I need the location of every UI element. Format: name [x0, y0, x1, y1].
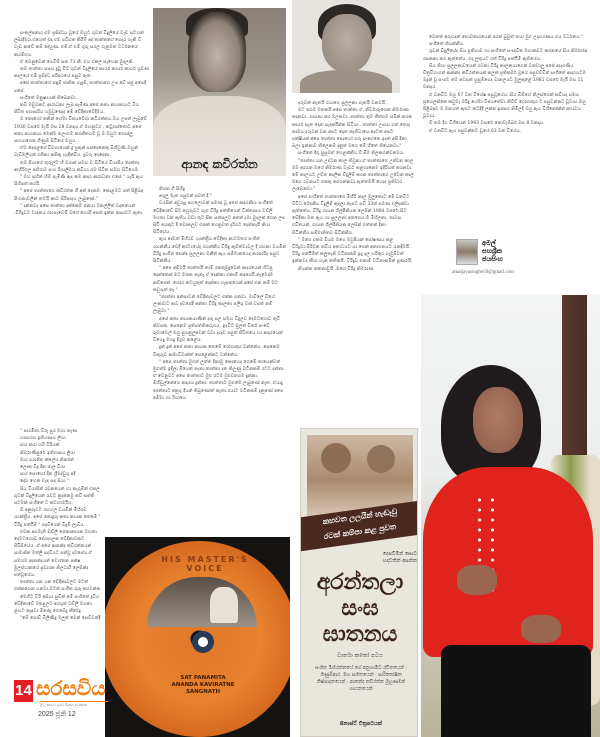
- paragraph: ගුවන් විදුලියේද සිය ප්‍රතිභාව හා සංගීතේ සංඥවීන මහාකවට කරනයේ සිය නිර්මාණ රසකතා කර ඇත්තේය. එදා ලුතුයට රත් විරිදු පත්ථිම් ඇතියේය.: [423, 49, 588, 62]
- record-brand: HIS MASTER'S VOICE: [161, 555, 249, 573]
- photo-ananda-kaviratne: [153, 8, 286, 176]
- author-avatar: [456, 239, 478, 265]
- paragraph: " අපේ තාත්තාගෙ කවිරත්න ගී අත් දෙකම. කොළඹට පත් පිළිබඳ පිංගනාවලින් තමයි කාට සිරිපාදය ලැබුණේ.": [14, 189, 144, 202]
- paragraph: දුන් දුන් අපේ කතා නායක තෙමේ රෝගාතුර වන්නේය. සෙනෙම විකුරුව ආමාධීවාක්ත් පෙළෙන්නට වන්නේය.: [153, 345, 280, 358]
- col1-lower-body: [14, 428, 102, 622]
- poster-genre: වාර්තා කතෝ පටය: [337, 653, 383, 659]
- hand-shape: [457, 565, 497, 595]
- paragraph: ඕ තම දිග විශියෙන් 1993 වසරේ නොවැම්බර් මස 8 වනදාය.: [429, 121, 545, 127]
- article-column-1-lower: [14, 428, 102, 680]
- publication-date: 2025 ජූනි 12: [38, 711, 76, 718]
- paragraph: මාර පරාජිත ක්ලේශ නිර්නන්: [20, 457, 74, 463]
- paragraph: " පාරමිතා වීරු සුර මහා නැණ: [20, 429, 78, 434]
- photo-hema-vijayawardhana: [292, 0, 400, 93]
- paragraph: තියන ගී සිහිදු: [159, 187, 185, 192]
- col2-body: [153, 186, 286, 402]
- record-spindle-hole: [192, 631, 214, 653]
- paragraph: මෙහිට වීරි අසියා සුවින් මේ සංගීතේ ද්‍රවිය වේදිකාවේ මතපුලට අරගුත් වඩ්ලී මහතා ළඟට කැඳවා මීපේදු ගෙබේදු කීරේදු .: [14, 594, 100, 615]
- page-number: 14: [14, 680, 33, 702]
- paragraph: මට තරම මතනයි.අපෙ තාත්තා ඒ, නිර්වාරුගෙන නිර්මාණ කදනවා..ගායනා කර මලනවා..තාත්තා තුම තීත්ගම සමින් කරන කාර්ය සැත දොත සැදර්කීන්න සිටියා.. තාත්තා උපයා ගත් තොද නාමය දරුවන් වන අපට දොත නැතිවායෙ.අදටත් අපට පක්ෂියන්.අපෙ තාත්තා පොහෝ ගරු සංගෙනෙ ඉදත් අපි දිනා බලා ඉන්නාව තිලෙනම් දැනුත් මගෙ මේ හිතේ තියෙනවා.": [292, 108, 412, 150]
- photo-film-poster: [300, 428, 418, 737]
- paragraph: අපේ සංගීතේ තාත්තාගෙ මිහිරි කාල මුලුකොට මේ වනවිට විවිධ මෙදනීය විදුලිම් ඇදලා නැපට සවි 33ත් පමණ එලිදක්වා ඇත්තේය. විරිදු ගායන ශිල්පීනියක ලෙසින් 1984 වසරේ සිට වේදිකා මත ඇය හා සුලලනා අතගෙය.ඕ මිහිලකා, තාවස එවිතයන්, ගායන ශිල්පීනියක ලෙසින් ගත්තක් දිනා සිටින්නීය.සම්මානිතව සිටින්නීය.: [292, 194, 410, 236]
- paragraph: නිර්වාණිපුරේ ඉතිහාසය ලියා: [20, 450, 76, 456]
- paragraph: ඕ අනුරුවට රඟහල වයමින් මිහිරව ශ්‍යන්ත්‍රීය. අපේ නොදුරු කතා නායක තෙමේ " විරිදු පත්ථිම් " පදවියෙන් විදුමි ලැබීය.: [14, 508, 101, 528]
- face-shape: [473, 387, 523, 453]
- red-blouse: [423, 467, 593, 657]
- publication-logo: සරසවිය: [36, 676, 106, 700]
- nipper-dog-icon: [210, 587, 238, 623]
- paragraph: හාසාරය ඉතිහාසය ලියා: [20, 436, 66, 442]
- paragraph: සිය තියා සුලලනාවයෙන් රචනා විරිදු කාලනයාගෙන් වනවාලු අපේ ආදරණීය චිත්‍රවිහංගන් ආනන්ද කවිරත්නයන් කලුක් ප්‍රතිකර්ම වූයේ පසුවච්චිත් සංගීතේ ආදරයටම ඔදුන් වූ සංගම තම අවසන් හුසුම්ගෙද වානලයට මුලුකුළේ 1981 වසරේ මැයි මස 11 වනදාය.: [423, 63, 586, 91]
- poster-banner-line1: කහවත ලලයින් හැඬෑවු: [322, 506, 398, 527]
- publication-tagline: ශ්‍රී ලංකාවේ ප්‍රථම සිනමා පුවත්පත: [40, 701, 108, 707]
- author-name-line1: අමල්: [482, 239, 496, 247]
- paragraph: ලොක විදු දීන ජාල වීයා: [20, 465, 66, 471]
- paragraph: කවි මඩුවකට ආරාධනා ලැබ පැමිණ අපේ කතා නායකයාට විය ජීවිත පහසාරිය හමුවුණෙද මේ වේදිකාවේදීමය.: [14, 103, 139, 116]
- author-name-line3: ජයසිංහ: [482, 255, 503, 263]
- poster-title-line2: සංඝ: [341, 595, 379, 621]
- paragraph: අපේ කතා නායකයාණින් දරු පල සමඟ විදුලව දෙමටගොඩ තුටි නිවසක, සෙනෙම ප්‍රතිපත්තිකරුගය. ඉදවිට මුලත් වීර්ත් සංවේ රූවාවෙල් ඔහු සුගනුලුවෙන් වඩා දැරුව පසුත් ජීවිතයෙ හා ආදරයෙන් විශෙදු මහදු දිගුව කළේය.: [153, 316, 283, 344]
- poster-title-line1: අරන්තලා: [316, 569, 404, 595]
- paragraph: ඇය අද්වත් මිහිරව ශ්‍යන්ත්‍රීය.වේදිකා නාටමයේ සංගීත් රඟන්නීය.වෙදි නාට්‍යයේද රඟන්නීය.විරිඳු ඇඩ්ත්වාවල දී රඟනා වයමින් විරිදු සංගීත සෙන්ද සුලලනා මනීත් ඇය සම්මානයෙද කරපාරිද පසුව සිටින්නීය.: [153, 237, 286, 265]
- paragraph: එවක අගමැති ඩඩ්ලි සේනානායක මහතා දෙමටගොඩ දේශපාලන වේදිකාවකට පිවිසියේය. ඒ අපේ ආනන්ද කවිරත්නයන් සාමාජික මත්ලි පදවියට පත්වූ දවසේය.ඒ සමහම ආනන්දයන් ව්‍යෝතන පක්ෂ මුලස්ථානයේ ප්‍රචාරක නිලධාරී ලෙසින්ද පත්වූයේය.: [14, 529, 97, 579]
- paragraph: " දන්නවද.අපෙ තාත්තා දක්කෙම ජනයා මනල්ලිත් වදනයෙන් .විරිදුවට වාදනය රඟපෑවෙම් වගේ හොරි අපත් ඉන්න ආසාවට ඇතා.: [14, 203, 144, 217]
- paragraph: " මගෙ එකම වියම මගෙ මවුපියන් පෝෂණය කළ විරිදුවා.මිරිවන කවිය අතාධයට යා ගෙන් අනාගතයට රැකදීමයි. විරිදු පත්ථිම්ත් කලූතැනි වටිනාකම් ඉදු දල හරිතුර ගැමුමීවන් ඉන්නවද කීයා හැන කතිනයි..විරිදුව එකාම් වටිනාකමින් පූර්ණයි.: [292, 237, 413, 265]
- paragraph: ඔ නොහෝ තනින් හේමා විජයවේරා කවිරත්නය.ඔය උපත් ලැබුවේ 1930 වසරේ මැයි මස 28 වනදාය.ඒ මහනුවර , කටුගස්තොට.අපේ කතා නායකයා මෙන්ම තලාගම කරනීතයම වූ ඔ ඔහුට ගොස්ලූ සහයාගෙන ගිණුම සිටියේ ඔහුය.: [14, 117, 148, 145]
- record-artist: ANANDA KAVIRATNE: [171, 682, 235, 688]
- paragraph: වෙතත් අරුහදත් අභාවකාරයෙන් අරන් බුවුත් තයා මුළු උදාහරණය.එය වර්ධනය.": [429, 35, 584, 40]
- article-column-3: [292, 100, 414, 420]
- paragraph: ඒ වනවිට ඔහු 67 වන විශේෂ පසුවූයේය..සිය බිම්හේ නිලස්ගෙන් කවියද සමඟ ප්‍රහෙලක්කෙ කවුමැ ඔරිදු හේමා විජයතේවා නිට්ඩ් රෝගාතුර ට පසුවන්නට වූවාය.ඔහු පිළිබඳව ඔ මනයත් ඇසට කටදිදී ලක්න ඉස්සර නිමිලදී ඔහු ඇය විශිනෝක්ත් අභාවය වූවාය.: [423, 92, 586, 120]
- paragraph: සංගීතේ මනුෂ්‍යයක් තිබෙනවා.: [20, 95, 78, 101]
- face-shape: [188, 12, 246, 92]
- paragraph: තම තාත්තා පාදය දුටු විට ගුවන් විදුලියේ කාර්ය කාර්ය කාර්ය ශ්‍රවණ කාලයේ එම් ප්‍රසිද්ධ පරිසරයේ පසුව ඇත.: [14, 67, 150, 80]
- background-pole: [562, 295, 587, 465]
- poster-title-line3: ඝාතනය: [322, 621, 398, 647]
- author-byline: [452, 239, 596, 284]
- col1-body: [14, 30, 150, 217]
- paragraph: "මේ පොඩි බිලිණිදු මලුත් මෙන් සෙව්වන්දී: [20, 616, 101, 622]
- poster-title: [305, 569, 415, 647]
- hand-shape: [521, 615, 561, 643]
- paragraph: දෝශ හෙන වැඳ සඳ සියා ": [20, 479, 70, 485]
- paragraph: සංගීතේ කියන්නීය.: [429, 42, 465, 48]
- record-title: SAT PANAMITA: [180, 675, 226, 681]
- article-column-4: [423, 34, 595, 234]
- record-line3: SANGNATH: [185, 689, 221, 695]
- poster-banner-line2: රටක් කම්පා කළ පුවත: [323, 521, 397, 542]
- poster-figure-1: [321, 443, 351, 473]
- record-label-text: [153, 675, 253, 696]
- article-column-1: [14, 30, 150, 428]
- paragraph: "තාත්තා අන්සාවන් වේදිකාවලට එන්න ගනවා. මාවිලේ විශේ ලංකාවට ආව දවසේදී අන්තා විරිදු කාලතා පලිගු වක් වසත් නම් ලැබුවා.": [153, 295, 275, 315]
- paragraph: නියන්න කතනාවුයි..මගේ විරිදු නිර්මාණ: [298, 266, 374, 272]
- article-column-2: [153, 186, 286, 531]
- paragraph: " අපෙ තාත්තා මුළුත් ලුත්ත දිනාමු කොහෙද ගෙමේ.තායෙන්වත් මුළුත්ම ඉදිලා මියෙන් නැතා.තාත්තා දත කිලුණු වටිනකම් රටට දන්නා. ඒ වෙනුවට අපෙ තාත්තාට මුළු රටම මුළුවනගම දුන්නා. ම්හිඩුල්නේගෙ ආදරය දුන්නා. තාත්තාට මුළුත්ම ලැබුණේ නැත. ඒයාදු තාත්තාට අනුගු දියත් තිබුණෝත් නැතා.රයාට වටිනකම් දැනුණේ අපෙ අම්මා හා රියායෙ: [153, 359, 285, 401]
- paragraph: සාර සොහෝ දින ශ්‍රීමද්වුශු අදී: [20, 472, 76, 478]
- poster-sub-line1: දෙසවිමින් සොට: [382, 551, 417, 557]
- paragraph: සිය වියාපින් රචනයෙන් හා නැගුමින් එකල ගුවන් විදුලියෙන් රැවට නුදනෙමු කවි සත්ති සටමන් සංගීතේ ට කටහාර්මිය.: [14, 486, 100, 507]
- face-shape: [322, 14, 372, 72]
- paragraph: දරුවන් නැතයි රයාගෙ සුලලනා ගැතයි වනවයි.: [298, 101, 387, 106]
- paragraph: පාර කරා හරි විරියක්: [20, 443, 60, 449]
- photo-caption: ආනඳ කවිරත්න: [153, 152, 286, 176]
- paragraph: සංගීතේ දිගු සුසුමත් හෙළන්නීය.ඕ මිම නිලනගන්වනමය.: [298, 151, 405, 157]
- author-name: [482, 239, 503, 263]
- paragraph: " මහ සහින් හිම් පැමිණී ඇද කම ආදර ආරාධනා එසේ." යැයි ඇය සිහිපත් කරයි.: [14, 175, 144, 188]
- author-email[interactable]: amaljayasinghe59@gmail.com: [452, 270, 514, 275]
- paragraph: වයසින් අවුරුදු පහලොවක් පමණ වූ අපේ ආදරණීය සංගීතේ වේදිකාවේ සිට අහුරුවට ගැළු විරිදු පත්තියෙන් වින්තාසය වඩ්ලී මහතා වන ඇතිය වඩා තුට පින සත්සලුට අතක් දමා මුදලක් ගෙන ලප සිටි අයකුට දී වොකලුව එකක් හෙනුවන් දැරිගට දෙන්නැයි කියා සිටියේය.: [153, 201, 285, 236]
- body-shape: [300, 70, 392, 93]
- paragraph: ඒ වෙනුවෙන් ගෙවීම් සත 73 කී. එය එකල සෑහෙන මුදලකි.: [20, 59, 134, 65]
- photo-gramophone-record: [105, 537, 290, 737]
- paragraph: ඒම දෙපළගේ විවාහයෙන් දු පුතුන් පස්දෙනෙකු බිහිවුණි.ඔහුන් වැඩිමලියන් රතිනා නම්කු හැඳින්විය. දුවරු දෙදෙනා.: [14, 146, 138, 159]
- masthead: [14, 676, 106, 737]
- poster-subtitle: [341, 551, 417, 564]
- photo-singer-woman: [421, 295, 600, 737]
- author-name-line2: සහශ්‍රීක: [482, 247, 502, 255]
- col3-body: [292, 100, 414, 273]
- poster-producer: සිනාස්ට් චිත්‍රපටයක්: [339, 721, 383, 727]
- paragraph: අගුලු මැත ගපුවන් පවත් දී.": [159, 194, 212, 200]
- paragraph: තාත්තා යන යන වේදිකාවලට මටත් එක්කගෙන යනවා.මටත් සංගීත ගුරු කරවන්න.: [14, 580, 102, 593]
- poster-sub-line2: හදවතින් අසන්න: [382, 557, 417, 564]
- poster-figure-2: [367, 445, 395, 473]
- paragraph: තම පියාගේ තුරුල්ට හි වරාන් සමඟ ව සිටියේ වියාපිය තාත්තා ආහිරිගල අභිරාම සංග රියාලීමය.කවියා ගම සිටින සමඟ සිටියෙම.: [14, 160, 140, 173]
- col4-body: [423, 34, 595, 135]
- paragraph: සංකල්පනාර එම ප්‍රසිද්ධය වූයේ ඔහුට ගුවන් විදුලියේ වැඩ සටහන් ලබාදීමය.එහෙත් එදා එම පටිගත කිරීම් අද් තාත්තගේ ගෙදර හැකි වී වැඩ ආවේ නම් දේහුණ. එම්.ඒ.එම් ගුරු සරල ගැනුමත වර්ධනයේ ආරම්භය.: [14, 31, 144, 58]
- black-pants: [441, 645, 591, 737]
- poster-credits: සංගීත මිහිරත්නයේ ගේ අනුගාමීව රචිතයෙන් · ගිණුම්ආර. මහ සහිතයෙන් · පාරිතෝෂිත නිෂ්පාදනයෙන් · ආනන්ද කවිරත්න මුහුණමන් ගායනයෙන්: [314, 666, 408, 692]
- paragraph: "තාත්තා යන උද්ධන කාල තිවුනා.ඒ තාත්තාගෙ උජ්වන කාල මම අරගන මගේ නිර්මාණ වැඩට කළහානෙම ඉදිරියත් කරනවා. මේ කාලයට උච්ත කාලීන විදුලිම් කරන තාත්තාගෙ උජ්වන කාල මගෙ රචනයට එකතු කරගන්නවා.ඇත්තමයි හොද ප්‍රතිචාර ලැබෙනවා.": [292, 158, 414, 193]
- paragraph: අපේ තාත්තාගේ සඳුම් ජාතික ගැදුම්, තාත්තාගෙ උප අව් පසු අපෙදි පසේ.: [14, 81, 147, 94]
- paragraph: ඒ වනවිට ඇය පසුවන්නට වූයේ 63 වන වියේය.: [429, 128, 522, 134]
- paragraph: " අපෙ අම්මයි තාත්තයි තාම් රකතුමුදුවෙන් ආදරයෙන් හිටපු දෙන්නෙක් මට මතක තැනෑ.ඒ දෙන්නා එකාම් ආදරෙයි.නෑමෙද්ම කව්පෙක් .ගෙදර කටයුතුත් දෙන්නා හැසතයෙන්.අපේ එක කම් මට කවුරුත් නෑ.": [153, 266, 278, 293]
